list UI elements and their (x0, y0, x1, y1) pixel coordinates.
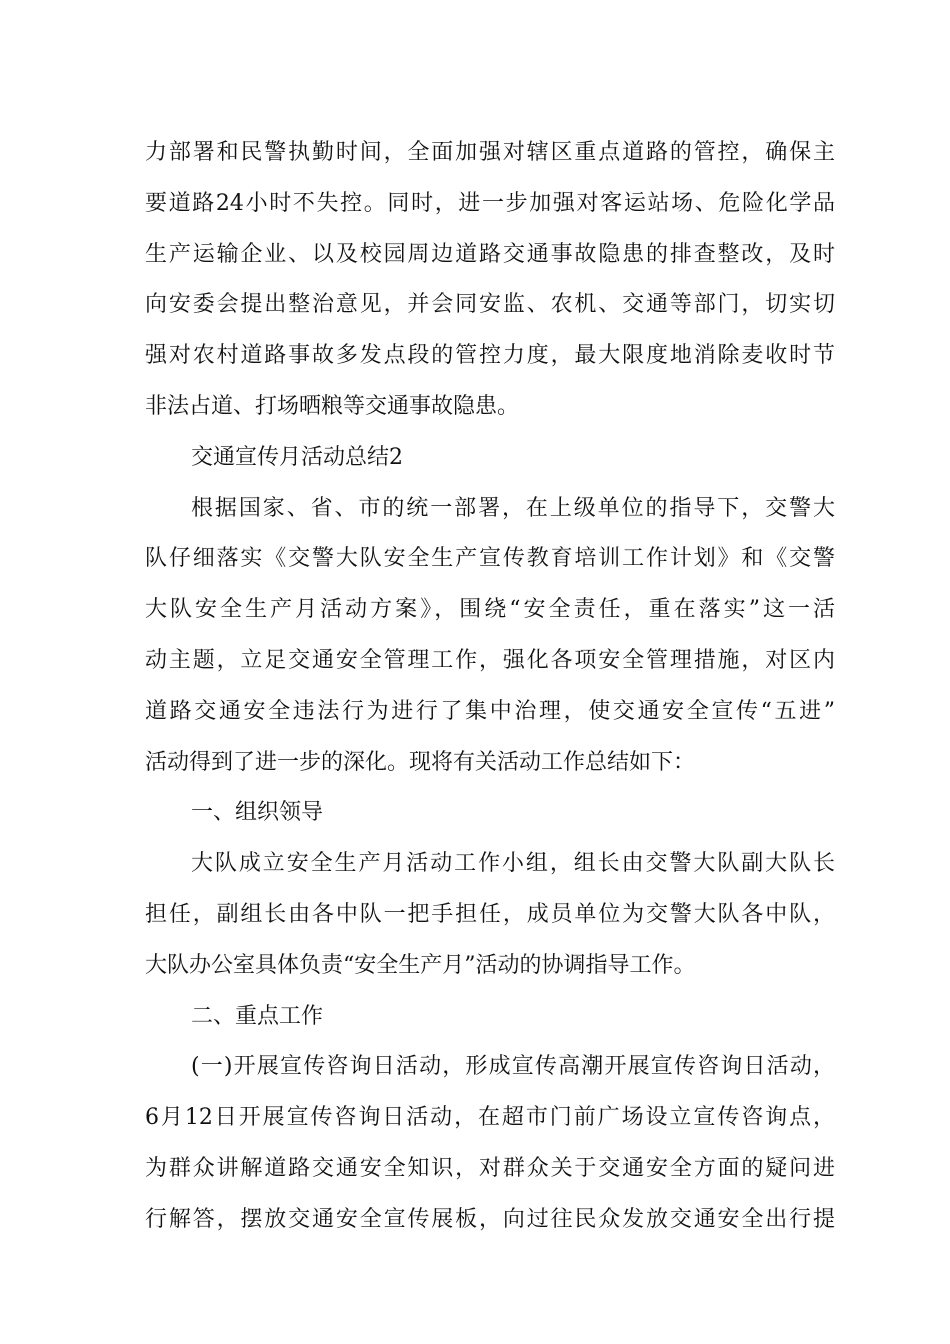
body-line: 行解答，摆放交通安全宣传展板，向过往民众发放交通安全出行提 (145, 1206, 835, 1232)
body-line: 大队办公室具体负责“安全生产月”活动的协调指导工作。 (145, 952, 696, 978)
body-line: 强对农村道路事故多发点段的管控力度，最大限度地消除麦收时节 (145, 343, 835, 369)
body-line: 道路交通安全违法行为进行了集中治理，使交通安全宣传“五进” (145, 698, 835, 724)
body-line: 向安委会提出整治意见，并会同安监、农机、交通等部门，切实切 (145, 292, 835, 318)
body-line: 非法占道、打场晒粮等交通事故隐患。 (145, 393, 520, 419)
body-line: 动主题，立足交通安全管理工作，强化各项安全管理措施，对区内 (145, 647, 835, 673)
body-line: 6月12日开展宣传咨询日活动，在超市门前广场设立宣传咨询点， (145, 1105, 835, 1131)
body-line: 力部署和民警执勤时间，全面加强对辖区重点道路的管控，确保主 (145, 140, 835, 165)
body-line: 根据国家、省、市的统一部署，在上级单位的指导下，交警大 (191, 495, 835, 521)
body-line: 活动得到了进一步的深化。现将有关活动工作总结如下： (145, 749, 696, 775)
body-line: 大队安全生产月活动方案》，围绕“安全责任，重在落实”这一活 (145, 597, 835, 623)
heading-organization: 一、组织领导 (191, 800, 324, 826)
body-line: 担任，副组长由各中队一把手担任，成员单位为交警大队各中队， (145, 901, 835, 927)
body-line: 大队成立安全生产月活动工作小组，组长由交警大队副大队长 (191, 851, 835, 877)
body-line: 队仔细落实《交警大队安全生产宣传教育培训工作计划》和《交警 (145, 546, 835, 572)
heading-key-work: 二、重点工作 (191, 1003, 324, 1029)
section-title: 交通宣传月活动总结2 (191, 444, 403, 470)
body-line: (一)开展宣传咨询日活动，形成宣传高潮开展宣传咨询日活动， (191, 1054, 835, 1080)
body-line: 要道路24小时不失控。同时，进一步加强对客运站场、危险化学品 (145, 190, 835, 216)
body-line: 生产运输企业、以及校园周边道路交通事故隐患的排查整改，及时 (145, 241, 835, 267)
body-line: 为群众讲解道路交通安全知识，对群众关于交通安全方面的疑问进 (145, 1155, 835, 1181)
document-body (145, 128, 835, 1246)
